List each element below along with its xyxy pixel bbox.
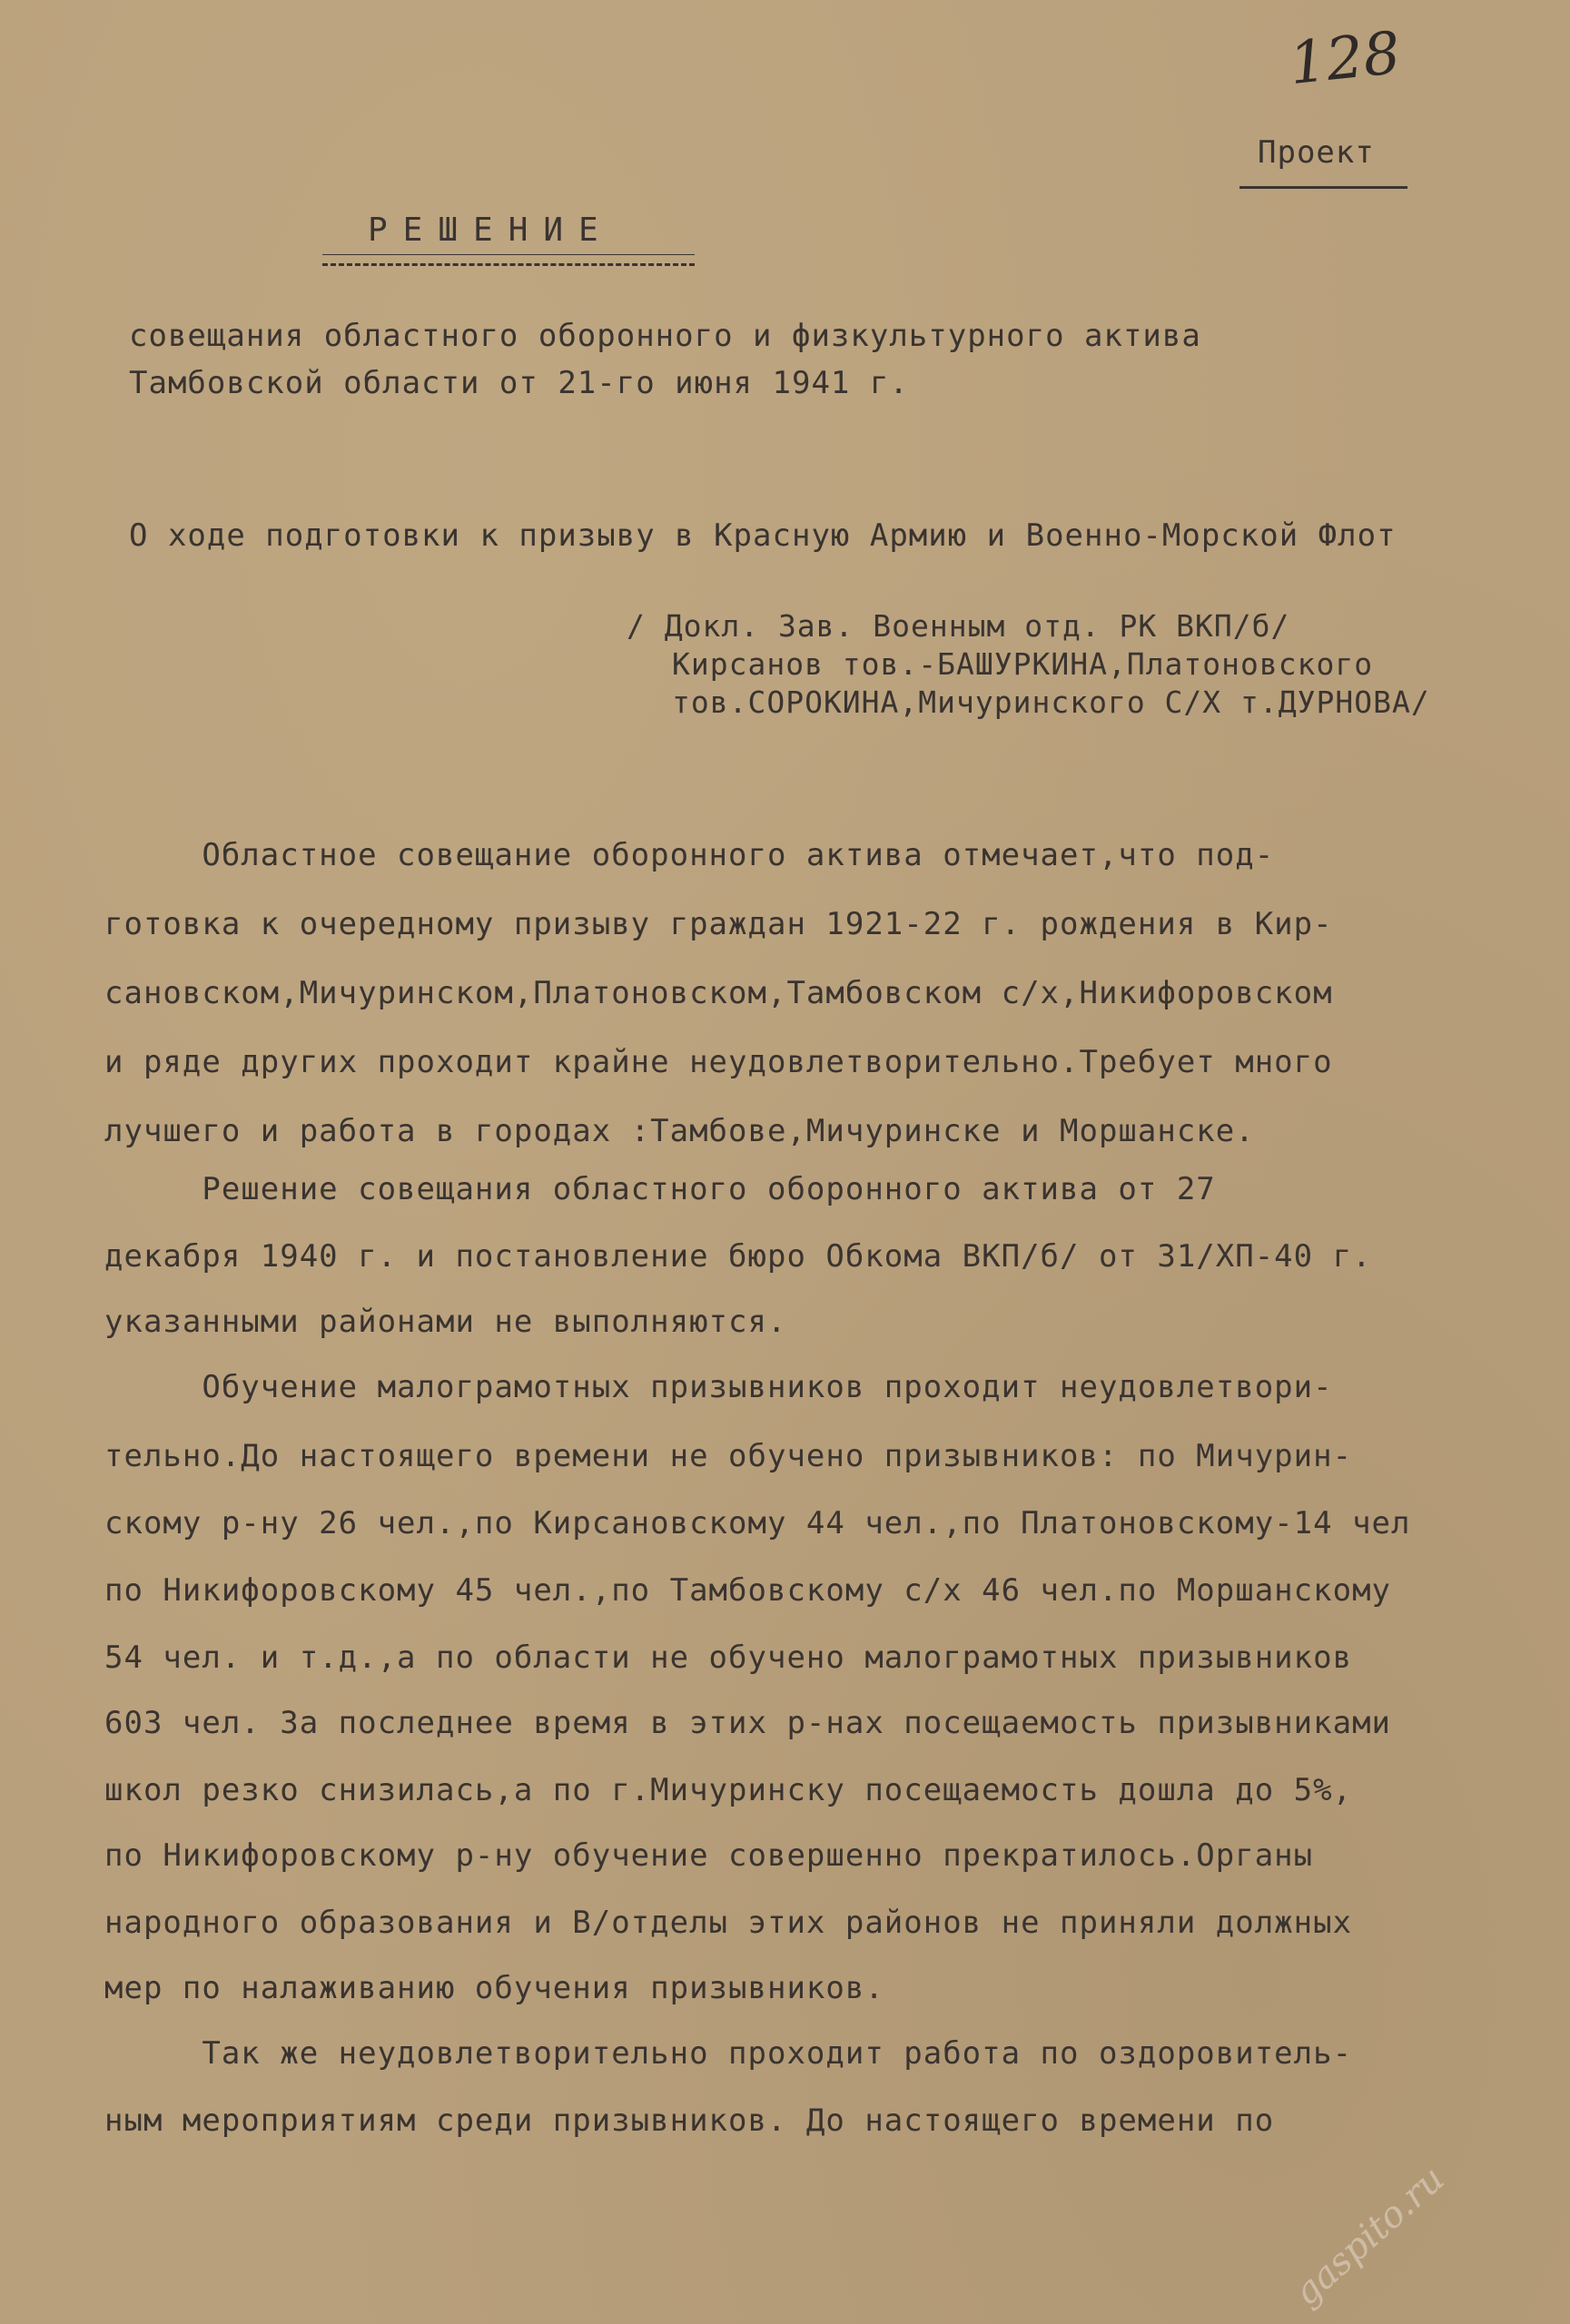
body-line: декабря 1940 г. и постановление бюро Обкома ВКП/б/ от 31/ХП-40 г. bbox=[104, 1238, 1372, 1275]
body-line: и ряде других проходит крайне неудовлетворительно.Требует много bbox=[104, 1044, 1333, 1080]
document-title: РЕШЕНИЕ bbox=[368, 212, 614, 249]
body-line: 603 чел. За последнее время в этих р-нах посещаемость призывниками bbox=[104, 1705, 1392, 1741]
body-line: скому р-ну 26 чел.,по Кирсановскому 44 чел.,по Платоновскому-14 чел bbox=[104, 1505, 1411, 1541]
body-line: Обучение малограмотных призывников проходит неудовлетвори- bbox=[104, 1369, 1333, 1405]
draft-underline bbox=[1239, 186, 1407, 189]
draft-label: Проект bbox=[1258, 134, 1375, 171]
body-line: сановском,Мичуринском,Платоновском,Тамбовском с/х,Никифоровском bbox=[104, 975, 1333, 1011]
body-line: готовка к очередному призыву граждан 1921-22 г. рождения в Кир- bbox=[104, 906, 1333, 942]
body-line: по Никифоровскому 45 чел.,по Тамбовскому с/х 46 чел.по Моршанскому bbox=[104, 1572, 1392, 1609]
body-line: лучшего и работа в городах :Тамбове,Мичуринске и Моршанске. bbox=[104, 1113, 1255, 1149]
report-line-1: / Докл. Зав. Военным отд. РК ВКП/б/ bbox=[627, 608, 1290, 644]
topic-heading: О ходе подготовки к призыву в Красную Армию и Военно-Морской Флот bbox=[129, 517, 1397, 554]
body-line: по Никифоровскому р-ну обучение совершенно прекратилось.Органы bbox=[104, 1837, 1314, 1874]
page-number: 128 bbox=[1286, 19, 1404, 99]
title-underline bbox=[322, 254, 695, 255]
body-line: мер по налаживанию обучения призывников. bbox=[104, 1970, 884, 2006]
watermark: gaspito.ru bbox=[1285, 2158, 1453, 2314]
report-line-2: Кирсанов тов.-БАШУРКИНА,Платоновского bbox=[672, 646, 1374, 682]
subtitle-line-1: совещания областного оборонного и физкультурного актива bbox=[129, 318, 1201, 354]
body-line: народного образования и В/отделы этих районов не приняли должных bbox=[104, 1905, 1353, 1941]
title-underline-dashed bbox=[322, 263, 695, 268]
body-line: Областное совещание оборонного актива отмечает,что под- bbox=[104, 837, 1275, 873]
body-line: Решение совещания областного оборонного актива от 27 bbox=[104, 1171, 1216, 1207]
body-line: тельно.До настоящего времени не обучено призывников: по Мичурин- bbox=[104, 1438, 1353, 1474]
body-line: указанными районами не выполняются. bbox=[104, 1304, 787, 1340]
body-line: 54 чел. и т.д.,а по области не обучено малограмотных призывников bbox=[104, 1640, 1353, 1676]
body-line: Так же неудовлетворительно проходит работа по оздоровитель- bbox=[104, 2035, 1353, 2072]
report-line-3: тов.СОРОКИНА,Мичуринского С/Х т.ДУРНОВА/ bbox=[672, 684, 1430, 720]
subtitle-line-2: Тамбовской области от 21-го июня 1941 г. bbox=[129, 365, 909, 401]
body-line: ным мероприятиям среди призывников. До настоящего времени по bbox=[104, 2102, 1275, 2139]
body-line: школ резко снизилась,а по г.Мичуринску посещаемость дошла до 5%, bbox=[104, 1772, 1353, 1808]
